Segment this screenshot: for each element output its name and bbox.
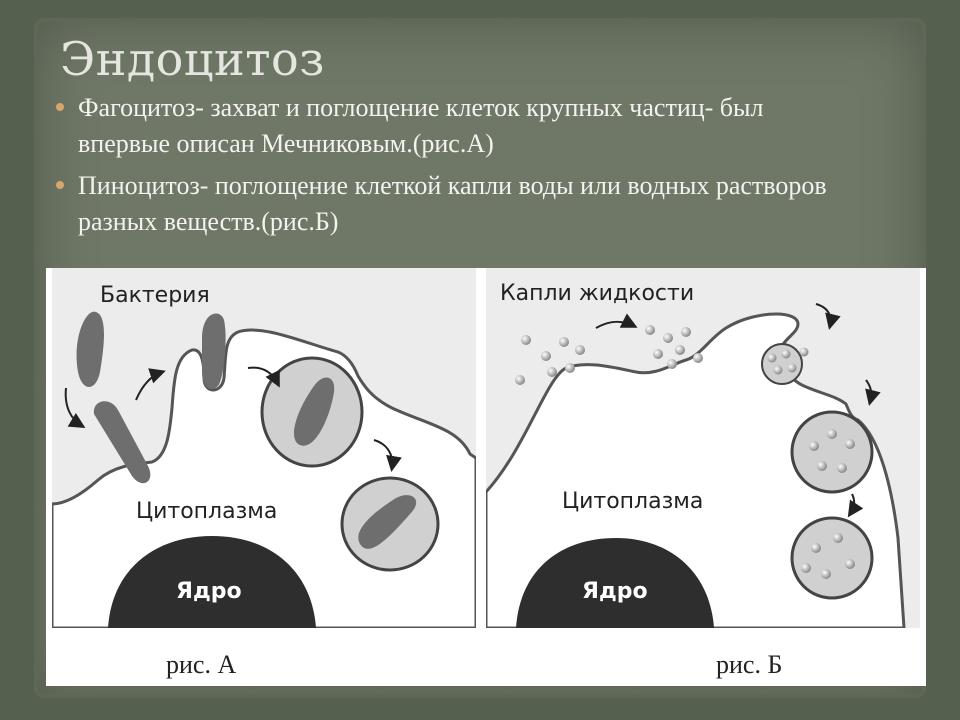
slide-title: Эндоцитоз [60,32,325,86]
bullet-text: Пиноцитоз- поглощение клеткой капли воды или водных растворов разных веществ.(рис.Б) [78,171,827,236]
arrow-icon [136,372,162,400]
nucleus-label: Ядро [582,579,648,604]
bullet-item-pinocytosis [54,168,834,240]
vesicle-forming [762,344,802,384]
bullet-item-phagocytosis [54,90,834,162]
bullet-dot-icon [56,181,64,189]
arrow-icon [66,388,82,426]
figure-b-panel [486,268,920,628]
arrow-icon [816,304,831,326]
pinocytic-vesicle [792,412,872,492]
cytoplasm-label: Цитоплазма [136,499,278,524]
droplets-label: Капли жидкости [500,281,695,306]
nucleus-label: Ядро [176,579,242,604]
bacteria-shape [202,314,226,390]
cytoplasm-label: Цитоплазма [562,489,704,514]
pinocytic-vesicle-internalized [792,518,872,598]
figure-b-diagram [486,268,920,628]
endocytosis-figure [46,268,926,686]
figure-a-panel [52,268,476,628]
figure-a-caption: рис. А [166,650,237,679]
bullet-dot-icon [56,103,64,111]
bacteria-label: Бактерия [100,283,210,308]
figure-a-diagram [52,268,476,628]
bacteria-shape [77,312,104,387]
arrow-icon [866,380,871,402]
figure-b-caption: рис. Б [716,650,783,679]
bullet-text: Фагоцитоз- захват и поглощение клеток крупных частиц- был впервые описан Мечниковым.(рис.А) [78,93,764,158]
bullet-list [54,90,834,246]
arrow-icon [596,322,634,328]
